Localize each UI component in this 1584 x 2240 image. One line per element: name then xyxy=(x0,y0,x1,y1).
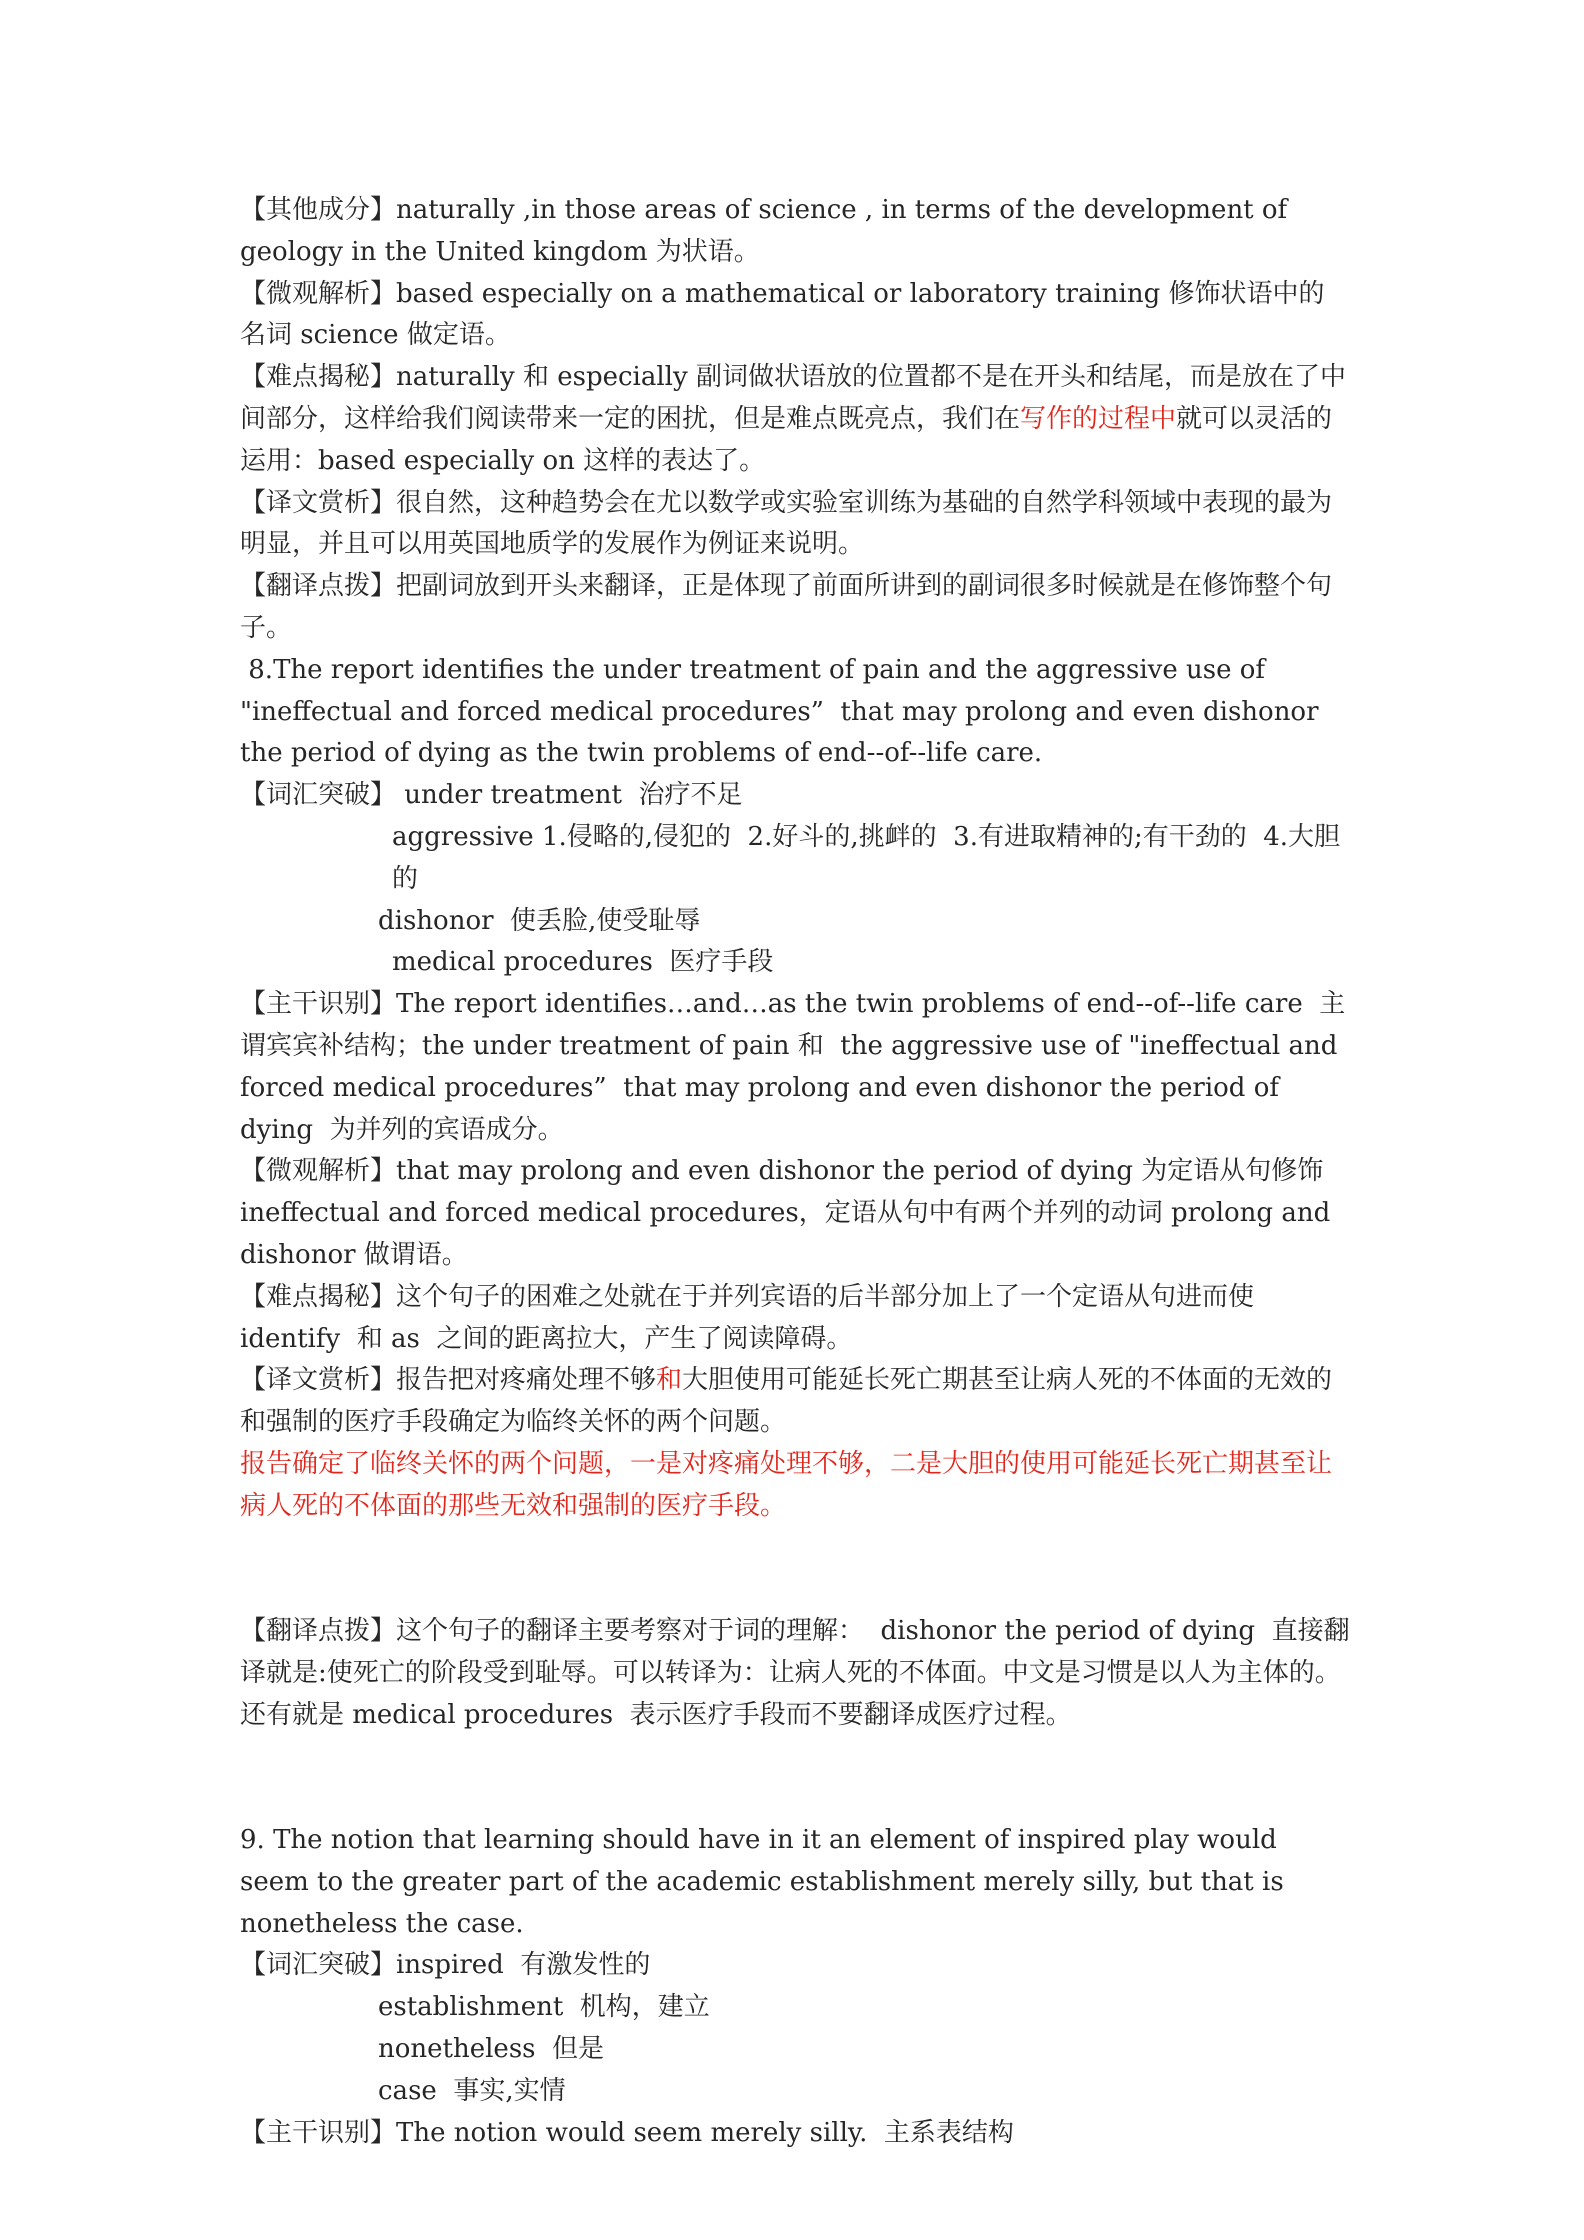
spacer xyxy=(240,1736,1350,1820)
s8-translation-text-b: 大胆使用可能延长死亡期甚至让病人死的不体面的无效的和强制的医疗手段确定为临终关怀的两个问题。 xyxy=(240,1365,1333,1438)
s8-micro-analysis: 【微观解析】that may prolong and even dishonor the period of dying 为定语从句修饰 ineffectual and forced medical procedures，定语从句中有两个并列的动词 prolong and dishonor 做谓语。 xyxy=(240,1156,1339,1270)
s8-translation-highlight: 和 xyxy=(656,1365,683,1396)
s7-difficulty-text-b: 就可以灵活的运用：based especially on 这样的表达了。 xyxy=(240,403,1333,476)
s8-translation-text-a: 【译文赏析】报告把对疼痛处理不够 xyxy=(240,1365,657,1396)
document-page xyxy=(240,190,1350,2154)
s8-translation xyxy=(240,1360,1350,1444)
s7-micro-analysis: 【微观解析】based especially on a mathematical or laboratory training 修饰状语中的名词 science 做定语。 xyxy=(240,278,1325,351)
s8-sentence: 8.The report identifies the under treatment of pain and the aggressive use of "ineffectual and forced medical procedures” that may prolong and even dishonor the period of dying as the twin problems of end--of--life care. xyxy=(240,654,1327,769)
s8-vocab-aggressive: aggressive 1.侵略的,侵犯的 2.好斗的,挑衅的 3.有进取精神的;有干劲的 4.大胆的 xyxy=(392,821,1341,894)
s7-translation: 【译文赏析】很自然，这种趋势会在尤以数学或实验室训练为基础的自然学科领域中表现的最为明显，并且可以用英国地质学的发展作为例证来说明。 xyxy=(240,487,1333,560)
s8-main-structure: 【主干识别】The report identifies…and…as the twin problems of end--of--life care 主谓宾宾补结构；the under treatment of pain 和 the aggressive use of "ineffectual and forced medical procedures” that may prolong and even dishonor the period of dying 为并列的宾语成分。 xyxy=(240,989,1346,1145)
s8-vocab-medical-procedures: medical procedures 医疗手段 xyxy=(392,947,774,978)
s9-vocab-nonetheless: nonetheless 但是 xyxy=(378,2034,605,2065)
s7-translation-tips: 【翻译点拨】把副词放到开头来翻译，正是体现了前面所讲到的副词很多时候就是在修饰整个句子。 xyxy=(240,571,1333,643)
s9-vocab-establishment: establishment 机构，建立 xyxy=(378,1992,710,2023)
s9-main-structure: 【主干识别】The notion would seem merely silly. 主系表结构 xyxy=(240,2117,1014,2148)
s8-red-translation: 报告确定了临终关怀的两个问题，一是对疼痛处理不够，二是大胆的使用可能延长死亡期甚至让病人死的不体面的那些无效和强制的医疗手段。 xyxy=(240,1448,1333,1521)
s7-difficulty xyxy=(240,357,1350,482)
s7-other-components: 【其他成分】naturally ,in those areas of science , in terms of the development of geology in the United kingdom 为状语。 xyxy=(240,195,1296,267)
s9-sentence: 9. The notion that learning should have in it an element of inspired play would seem to the greater part of the academic establishment merely silly, but that is nonetheless the case. xyxy=(240,1825,1292,1939)
s9-vocab-heading: 【词汇突破】inspired 有激发性的 xyxy=(240,1950,651,1981)
s9-vocab-case: case 事实,实情 xyxy=(378,2075,566,2106)
s8-vocab-heading: 【词汇突破】 under treatment 治疗不足 xyxy=(240,780,743,811)
s8-translation-tips: 【翻译点拨】这个句子的翻译主要考察对于词的理解： dishonor the period of dying 直接翻译就是:使死亡的阶段受到耻辱。可以转译为：让病人死的不体面。中文是习惯是以人为主体的。还有就是 medical procedures 表示医疗手段而不要翻译成医疗过程。 xyxy=(240,1616,1350,1730)
s7-difficulty-highlight: 写作的过程中 xyxy=(1020,403,1177,434)
s7-difficulty-text-a: 【难点揭秘】naturally 和 especially 副词做状语放的位置都不是在开头和结尾，而是放在了中间部分，这样给我们阅读带来一定的困扰，但是难点既亮点，我们在 xyxy=(240,362,1346,434)
s8-difficulty: 【难点揭秘】这个句子的困难之处就在于并列宾语的后半部分加上了一个定语从句进而使 identify 和 as 之间的距离拉大，产生了阅读障碍。 xyxy=(240,1281,1263,1354)
s8-vocab-dishonor: dishonor 使丢脸,使受耻辱 xyxy=(378,905,701,936)
spacer xyxy=(240,1528,1350,1612)
